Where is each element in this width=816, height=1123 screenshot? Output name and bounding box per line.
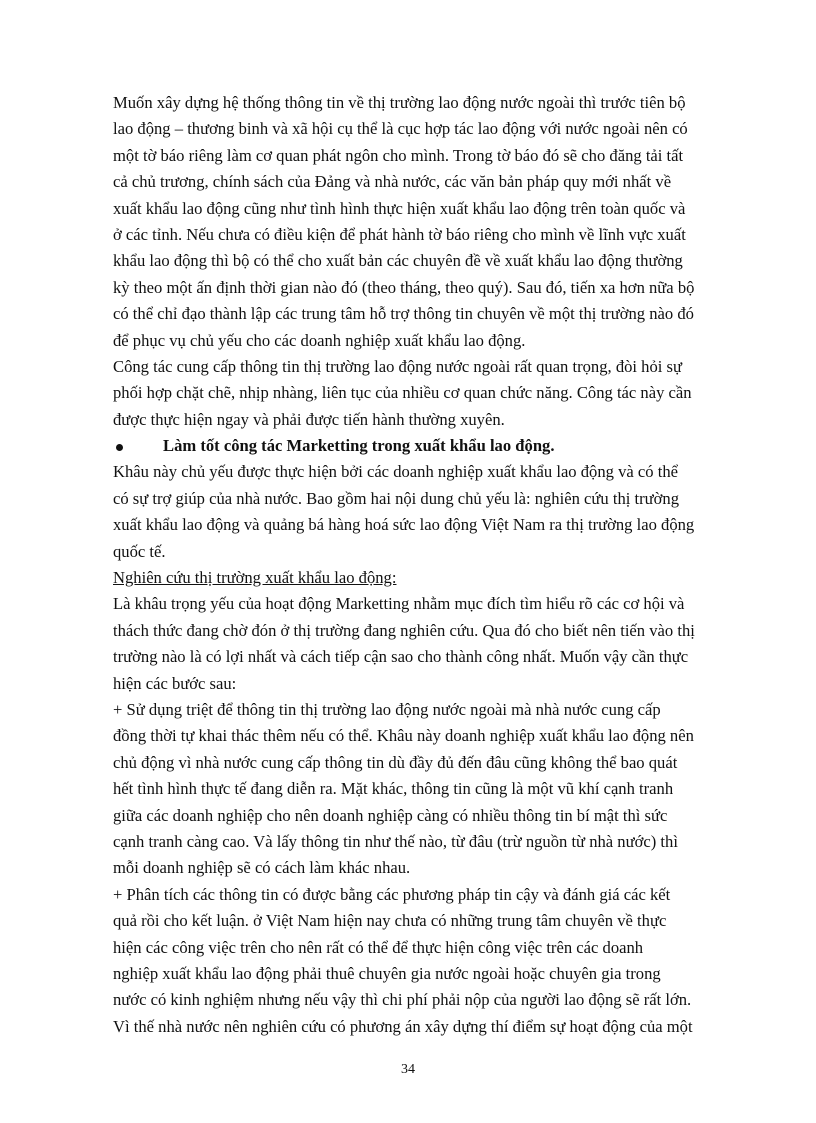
text-line: hết tình hình thực tế đang diễn ra. Mặt khác, thông tin cũng là một vũ khí cạnh tranh (113, 779, 674, 799)
text-line: để phục vụ chủ yếu cho các doanh nghiệp xuất khẩu lao động. (113, 330, 526, 350)
text-line: hiện các công việc trên cho nên rất có thể để thực hiện công việc trên các doanh (113, 937, 644, 957)
text-line: + Sử dụng triệt để thông tin thị trường lao động nước ngoài mà nhà nước cung cấp (113, 699, 661, 719)
paragraph (113, 354, 736, 433)
text-line: kỳ theo một ấn định thời gian nào đó (theo tháng, theo quý). Sau đó, tiến xa hơn nữa bộ (113, 277, 695, 297)
text-line: Là khâu trọng yếu của hoạt động Marketting nhằm mục đích tìm hiểu rõ các cơ hội và (113, 594, 685, 614)
text-line: xuất khẩu lao động và quảng bá hàng hoá sức lao động Việt Nam ra thị trường lao động (113, 515, 695, 535)
text-line: Vì thế nhà nước nên nghiên cứu có phương án xây dựng thí điểm sự hoạt động của một (113, 1016, 693, 1036)
text-line: được thực hiện ngay và phải được tiến hành thường xuyên. (113, 409, 505, 429)
text-line: nước có kinh nghiệm nhưng nếu vậy thì chi phí phải nộp của người lao động sẽ rất lớn. (113, 990, 692, 1010)
text-line: lao động – thương binh và xã hội cụ thể là cục hợp tác lao động với nước ngoài nên có (113, 119, 688, 139)
subheading (113, 565, 736, 591)
text-line: cả chủ trương, chính sách của Đảng và nhà nước, các văn bản pháp quy mới nhất về (113, 172, 672, 192)
text-line: Công tác cung cấp thông tin thị trường lao động nước ngoài rất quan trọng, đòi hỏi sự (113, 356, 682, 376)
page-number: 34 (401, 1062, 415, 1077)
text-line: thách thức đang chờ đón ở thị trường đang nghiên cứu. Qua đó cho biết nên tiến vào thị (113, 620, 695, 640)
paragraph (113, 591, 736, 697)
text-line: Khâu này chủ yếu được thực hiện bởi các doanh nghiệp xuất khẩu lao động và có thể (113, 462, 678, 482)
text-line: quốc tế. (113, 541, 166, 561)
text-line: cạnh tranh càng cao. Và lấy thông tin như thế nào, từ đâu (trừ nguồn từ nhà nước) thì (113, 831, 678, 851)
text-line: có sự trợ giúp của nhà nước. Bao gồm hai nội dung chủ yếu là: nghiên cứu thị trường (113, 488, 679, 508)
text-line: phối hợp chặt chẽ, nhịp nhàng, liên tục của nhiều cơ quan chức năng. Công tác này cần (113, 383, 692, 403)
text-line: + Phân tích các thông tin có được bằng các phương pháp tin cậy và đánh giá các kết (113, 884, 671, 904)
paragraph (113, 90, 736, 354)
text-line: đồng thời tự khai thác thêm nếu có thể. Khâu này doanh nghiệp xuất khẩu lao động nên (113, 726, 694, 746)
text-line: ở các tỉnh. Nếu chưa có điều kiện để phát hành tờ báo riêng cho mình về lĩnh vực xuất (113, 224, 686, 244)
text-line: chủ động vì nhà nước cung cấp thông tin dù đầy đủ đến đâu cũng không thể bao quát (113, 752, 678, 772)
text-line: có thể chỉ đạo thành lập các trung tâm hỗ trợ thông tin chuyên về một thị trường nào đó (113, 304, 694, 324)
text-line: khẩu lao động thì bộ có thể cho xuất bản các chuyên đề về xuất khẩu lao động thường (113, 251, 683, 271)
text-line: một tờ báo riêng làm cơ quan phát ngôn cho mình. Trong tờ báo đó sẽ cho đăng tải tất (113, 145, 684, 165)
paragraph (113, 459, 736, 565)
text-line: Muốn xây dựng hệ thống thông tin về thị trường lao động nước ngoài thì trước tiên bộ (113, 93, 686, 112)
text-line: giữa các doanh nghiệp cho nên doanh nghiệp càng có nhiều thông tin bí mật thì sức (113, 805, 668, 825)
text-line: mỗi doanh nghiệp sẽ có cách làm khác nhau. (113, 858, 411, 878)
section-heading (113, 433, 736, 459)
text-line: hiện các bước sau: (113, 673, 237, 693)
text-line: nghiệp xuất khẩu lao động phải thuê chuyên gia nước ngoài hoặc chuyên gia trong (113, 963, 661, 983)
text-line: quả rồi cho kết luận. ở Việt Nam hiện nay chưa có những trung tâm chuyên về thực (113, 911, 667, 931)
bullet-icon (113, 433, 163, 459)
subheading-text: Nghiên cứu thị trường xuất khẩu lao động: (113, 568, 397, 588)
paragraph (113, 882, 736, 1040)
text-line: trường nào là có lợi nhất và cách tiếp cận sao cho thành công nhất. Muốn vậy cần thực (113, 647, 689, 667)
text-line: xuất khẩu lao động cũng như tình hình thực hiện xuất khẩu lao động trên toàn quốc và (113, 198, 686, 218)
paragraph (113, 697, 736, 882)
section-heading-text: Làm tốt công tác Marketting trong xuất khẩu lao động. (163, 436, 555, 456)
page-body (113, 90, 736, 1040)
